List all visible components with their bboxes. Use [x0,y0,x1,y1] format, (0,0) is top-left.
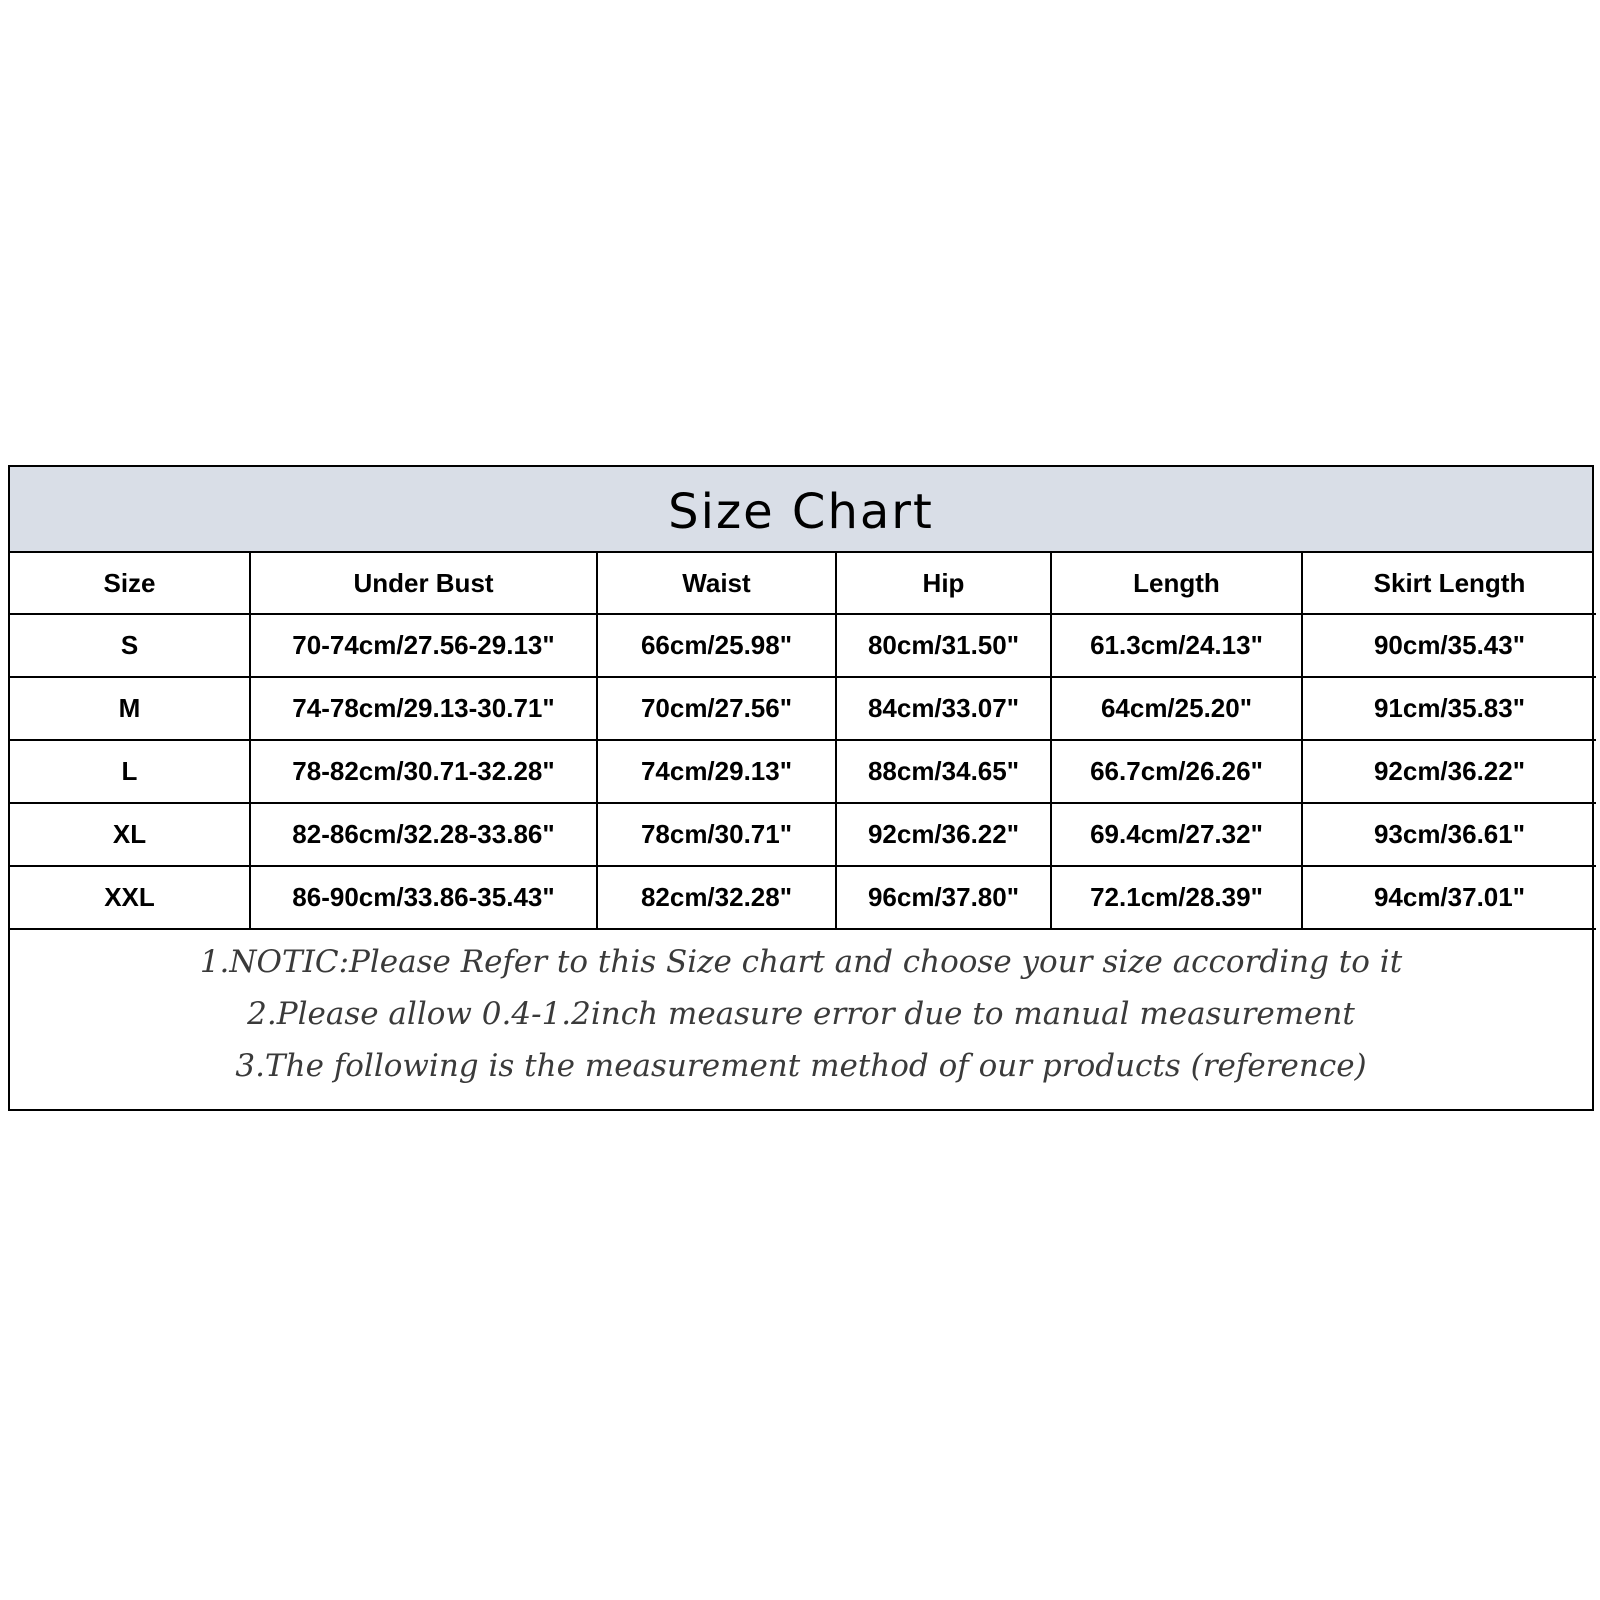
cell-waist: 74cm/29.13" [597,740,836,803]
header-under-bust: Under Bust [250,553,597,614]
title-bar [10,467,1592,553]
cell-length: 64cm/25.20" [1051,677,1302,740]
cell-size: L [10,740,250,803]
cell-length: 69.4cm/27.32" [1051,803,1302,866]
cell-size: M [10,677,250,740]
cell-skirt-length: 93cm/36.61" [1302,803,1596,866]
table-row [10,803,1596,866]
cell-size: S [10,614,250,677]
cell-hip: 96cm/37.80" [836,866,1051,929]
table-header-row [10,553,1596,614]
table-row [10,740,1596,803]
header-length: Length [1051,553,1302,614]
cell-size: XL [10,803,250,866]
header-hip: Hip [836,553,1051,614]
cell-length: 66.7cm/26.26" [1051,740,1302,803]
cell-skirt-length: 94cm/37.01" [1302,866,1596,929]
cell-under-bust: 78-82cm/30.71-32.28" [250,740,597,803]
cell-under-bust: 82-86cm/32.28-33.86" [250,803,597,866]
cell-length: 61.3cm/24.13" [1051,614,1302,677]
cell-hip: 92cm/36.22" [836,803,1051,866]
cell-waist: 66cm/25.98" [597,614,836,677]
chart-title: Size Chart [668,484,934,540]
notes-section [10,930,1592,1092]
note-line: 3.The following is the measurement method of our products (reference) [235,1048,1367,1084]
cell-size: XXL [10,866,250,929]
note-line: 2.Please allow 0.4-1.2inch measure error due to manual measurement [247,996,1355,1032]
cell-hip: 84cm/33.07" [836,677,1051,740]
header-waist: Waist [597,553,836,614]
cell-waist: 78cm/30.71" [597,803,836,866]
cell-under-bust: 70-74cm/27.56-29.13" [250,614,597,677]
table-row [10,866,1596,929]
cell-skirt-length: 92cm/36.22" [1302,740,1596,803]
cell-hip: 80cm/31.50" [836,614,1051,677]
cell-skirt-length: 90cm/35.43" [1302,614,1596,677]
cell-waist: 70cm/27.56" [597,677,836,740]
table-row [10,614,1596,677]
cell-waist: 82cm/32.28" [597,866,836,929]
header-skirt-length: Skirt Length [1302,553,1596,614]
cell-hip: 88cm/34.65" [836,740,1051,803]
cell-length: 72.1cm/28.39" [1051,866,1302,929]
header-size: Size [10,553,250,614]
size-chart [8,465,1594,1111]
cell-under-bust: 74-78cm/29.13-30.71" [250,677,597,740]
size-table [10,553,1596,930]
note-line: 1.NOTIC:Please Refer to this Size chart and choose your size according to it [199,944,1403,980]
cell-skirt-length: 91cm/35.83" [1302,677,1596,740]
table-row [10,677,1596,740]
cell-under-bust: 86-90cm/33.86-35.43" [250,866,597,929]
